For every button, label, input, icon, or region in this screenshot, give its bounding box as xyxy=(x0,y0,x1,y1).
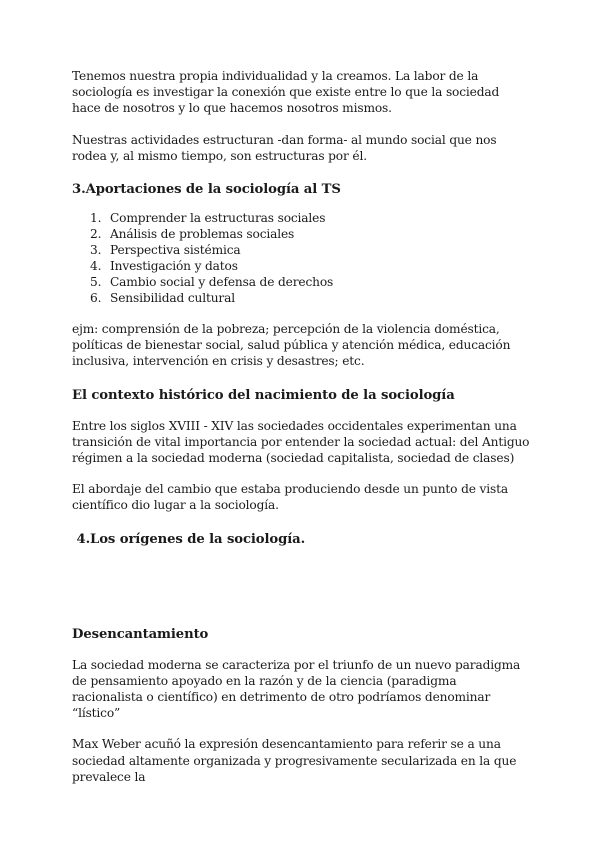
list-item-number: 4. xyxy=(90,259,102,274)
list-item xyxy=(72,258,532,274)
document-page xyxy=(72,68,532,785)
list-item-number: 5. xyxy=(90,275,102,290)
intro-paragraph-1: Tenemos nuestra propia individualidad y la creamos. La labor de la sociología es investigar la conexión que existe entre lo que la sociedad hace de nosotros y lo que hacemos nosotros mismos. xyxy=(72,69,500,116)
context-paragraph-1: Entre los siglos XVIII - XIV las sociedades occidentales experimentan una transición de vital importancia por entender la sociedad actual: del Antiguo régimen a la sociedad moderna (sociedad capitalista, sociedad de clases) xyxy=(72,418,530,466)
section-4-heading: 4.Los orígenes de la sociología. xyxy=(72,531,306,547)
list-item-text: Análisis de problemas sociales xyxy=(110,227,295,242)
list-item-text: Sensibilidad cultural xyxy=(110,291,235,306)
intro-paragraph-2: Nuestras actividades estructuran -dan forma- al mundo social que nos rodea y, al mismo tiempo, son estructuras por él. xyxy=(72,132,497,163)
list-item-number: 3. xyxy=(90,243,102,258)
list-item xyxy=(72,274,532,290)
desencantamiento-heading: Desencantamiento xyxy=(72,626,209,642)
list-item xyxy=(72,210,532,226)
list-item-text: Cambio social y defensa de derechos xyxy=(110,275,334,290)
list-item xyxy=(72,242,532,258)
contributions-list xyxy=(72,210,532,306)
list-item-number: 1. xyxy=(90,211,102,226)
list-item-text: Comprender la estructuras sociales xyxy=(110,211,326,226)
list-item xyxy=(72,226,532,242)
list-item xyxy=(72,290,532,306)
section-3-heading: 3.Aportaciones de la sociología al TS xyxy=(72,182,341,198)
list-item-number: 6. xyxy=(90,291,102,306)
desencantamiento-paragraph-1: La sociedad moderna se caracteriza por el triunfo de un nuevo paradigma de pensamiento apoyado en la razón y de la ciencia (paradigma racionalista o científico) en detrimento de otro podríamos denominar “lístico” xyxy=(72,657,521,721)
context-paragraph-2: El abordaje del cambio que estaba produciendo desde un punto de vista científico dio lugar a la sociología. xyxy=(72,482,508,513)
list-item-number: 2. xyxy=(90,227,102,242)
examples-paragraph: ejm: comprensión de la pobreza; percepción de la violencia doméstica, políticas de bienestar social, salud pública y atención médica, educación inclusiva, intervención en crisis y desastres; etc. xyxy=(72,322,511,369)
list-item-text: Perspectiva sistémica xyxy=(110,243,241,258)
list-item-text: Investigación y datos xyxy=(110,259,238,274)
desencantamiento-paragraph-2: Max Weber acuñó la expresión desencantamiento para referir se a una sociedad altamente organizada y progresivamente secularizada en la que prevalece la xyxy=(72,737,517,784)
context-heading: El contexto histórico del nacimiento de la sociología xyxy=(72,387,455,403)
